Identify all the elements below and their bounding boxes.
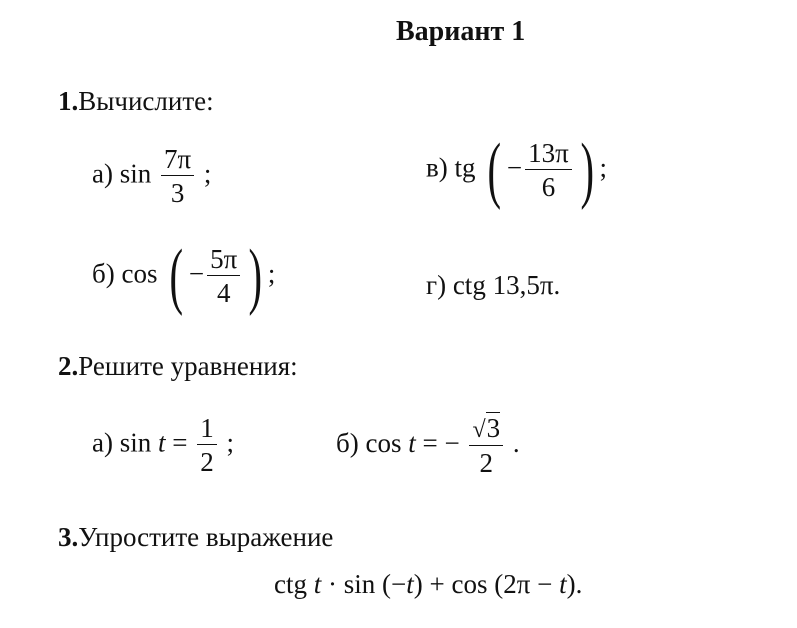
left-paren: ( bbox=[487, 129, 502, 211]
task3-expression bbox=[274, 571, 582, 598]
function-name: tg bbox=[454, 152, 476, 183]
task3-text: Упростите выражение bbox=[78, 522, 334, 552]
task1-item-b bbox=[92, 235, 276, 317]
square-root bbox=[472, 414, 500, 443]
item-label: б) bbox=[336, 427, 359, 458]
denominator: 2 bbox=[479, 448, 494, 479]
minus-sign: − bbox=[506, 152, 523, 183]
expr-part: ) + cos (2π − bbox=[413, 569, 560, 599]
task2-item-b bbox=[336, 414, 520, 478]
variable-t: t bbox=[408, 427, 416, 458]
denominator: 2 bbox=[200, 447, 214, 478]
equals-sign: = bbox=[172, 427, 188, 458]
item-label: а) bbox=[92, 427, 113, 458]
variable-t: t bbox=[406, 569, 414, 599]
task2-number: 2. bbox=[58, 351, 79, 381]
fraction bbox=[525, 139, 572, 202]
item-label: г) bbox=[426, 270, 447, 300]
fraction bbox=[207, 245, 240, 308]
semicolon: ; bbox=[599, 152, 607, 183]
equals-minus-sign: = − bbox=[422, 427, 460, 458]
variable-t: t bbox=[559, 569, 567, 599]
expression-text: ctg 13,5π. bbox=[452, 270, 561, 300]
function-name: sin bbox=[119, 427, 152, 458]
task2-text: Решите уравнения: bbox=[78, 351, 298, 381]
expr-part: · sin (− bbox=[321, 569, 407, 599]
variant-title: Вариант 1 bbox=[396, 16, 526, 47]
radical-sign-icon: √ bbox=[472, 417, 486, 443]
radicand: 3 bbox=[486, 413, 501, 443]
denominator: 3 bbox=[170, 178, 185, 209]
item-label: б) bbox=[92, 258, 115, 289]
task1-heading bbox=[58, 88, 214, 115]
fraction bbox=[161, 145, 194, 208]
semicolon: ; bbox=[203, 158, 212, 189]
function-name: cos bbox=[121, 258, 158, 289]
numerator: 5π bbox=[207, 245, 240, 276]
task1-item-v bbox=[426, 129, 607, 211]
minus-sign: − bbox=[188, 258, 205, 289]
period: . bbox=[512, 427, 520, 458]
item-label: а) bbox=[92, 158, 113, 189]
numerator: 13π bbox=[525, 139, 572, 170]
task1-text: Вычислите: bbox=[78, 86, 214, 116]
denominator: 4 bbox=[216, 278, 231, 309]
semicolon: ; bbox=[267, 258, 276, 289]
task2-heading bbox=[58, 353, 298, 380]
task1-number: 1. bbox=[58, 86, 79, 116]
variable-t: t bbox=[313, 569, 322, 599]
fraction bbox=[197, 414, 217, 477]
left-paren: ( bbox=[169, 235, 184, 317]
task3-heading bbox=[58, 524, 333, 551]
function-name: sin bbox=[119, 158, 152, 189]
task1-item-g bbox=[426, 272, 560, 299]
variable-t: t bbox=[158, 427, 166, 458]
right-paren: ) bbox=[580, 129, 594, 211]
task1-item-a bbox=[92, 145, 211, 208]
numerator bbox=[469, 414, 503, 446]
expr-part: ). bbox=[566, 569, 583, 599]
task3-number: 3. bbox=[58, 522, 79, 552]
function-name: cos bbox=[365, 427, 402, 458]
expr-part: ctg bbox=[274, 569, 314, 599]
numerator: 7π bbox=[161, 145, 194, 176]
denominator: 6 bbox=[541, 172, 556, 203]
numerator: 1 bbox=[197, 414, 217, 445]
semicolon: ; bbox=[226, 427, 235, 458]
fraction bbox=[469, 414, 503, 478]
task2-item-a bbox=[92, 414, 234, 477]
item-label: в) bbox=[426, 152, 448, 183]
right-paren: ) bbox=[248, 235, 263, 317]
